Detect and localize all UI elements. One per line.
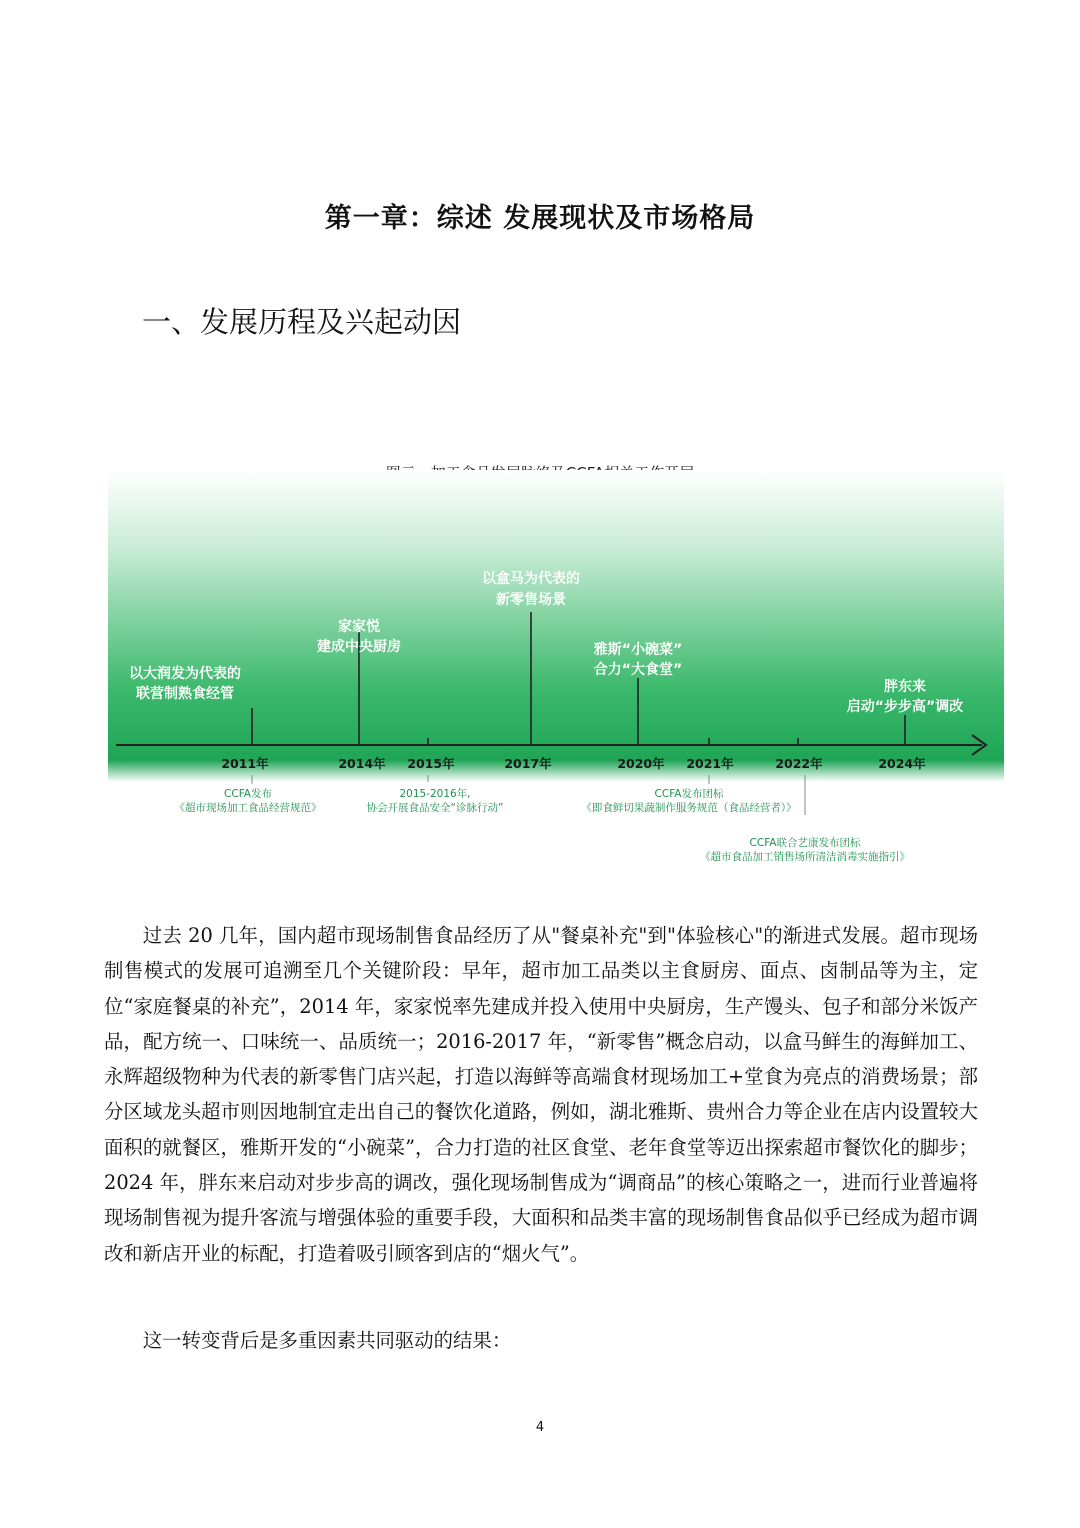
year-label: 2011年 bbox=[221, 756, 269, 771]
note-label: CCFA联合艺康发布团标 bbox=[749, 837, 861, 849]
body-paragraph: 这一转变背后是多重因素共同驱动的结果： bbox=[142, 1329, 512, 1352]
event-label: 雅斯“小碗菜” bbox=[593, 642, 683, 658]
year-label: 2022年 bbox=[775, 756, 823, 771]
note-label: 2015-2016年, bbox=[399, 788, 471, 800]
event-label: 启动“步步高”调改 bbox=[846, 699, 964, 715]
year-label: 2014年 bbox=[338, 756, 386, 771]
event-label: 新零售场景 bbox=[496, 592, 566, 608]
event-label: 以盒马为代表的 bbox=[482, 571, 580, 587]
event-label: 胖东来 bbox=[884, 679, 926, 695]
section-title: 一、发展历程及兴起动因 bbox=[142, 305, 462, 339]
note-label: 协会开展食品安全“诊脉行动” bbox=[366, 802, 504, 814]
page-number: 4 bbox=[535, 1420, 545, 1435]
year-label: 2024年 bbox=[878, 756, 926, 771]
note-label: 《超市现场加工食品经营规范》 bbox=[174, 802, 322, 814]
year-label: 2021年 bbox=[686, 756, 734, 771]
body-paragraph: 过去 20 几年，国内超市现场制售食品经历了从"餐桌补充"到"体验核心"的渐进式发展。超市现场制售模式的发展可追溯至几个关键阶段：早年，超市加工品类以主食厨房、面点、卤制品等为主，定位“家庭餐桌的补充”，2014 年，家家悦率先建成并投入使用中央厨房，生产馒头、包子和部分米饭产品，配方统一、口味统一、品质统一；2016-2017 年，“新零售”概念启动，以盒马鲜生的海鲜加工、永辉超级物种为代表的新零售门店兴起，打造以海鲜等高端食材现场加工+堂食为亮点的消费场景；部分区域龙头超市则因地制宜走出自己的餐饮化道路，例如，湖北雅斯、贵州合力等企业在店内设置较大面积的就餐区，雅斯开发的“小碗菜”，合力打造的社区食堂、老年食堂等迈出探索超市餐饮化的脚步；2024 年，胖东来启动对步步高的调改，强化现场制售成为“调商品”的核心策略之一，进而行业普遍将现场制售视为提升客流与增强体验的重要手段，大面积和品类丰富的现场制售食品似乎已经成为超市调改和新店开业的标配，打造着吸引顾客到店的“烟火气”。 bbox=[104, 924, 978, 1265]
event-label: 合力“大食堂” bbox=[593, 662, 683, 678]
note-label: 《即食鲜切果蔬制作服务规范（食品经营者）》 bbox=[581, 802, 797, 814]
note-label: 《超市食品加工销售场所清洁消毒实施指引》 bbox=[700, 851, 910, 863]
event-label: 以大润发为代表的 bbox=[129, 666, 241, 682]
timeline-figure bbox=[108, 470, 1004, 870]
event-label: 联营制熟食经管 bbox=[136, 686, 234, 702]
year-label: 2017年 bbox=[504, 756, 552, 771]
event-label: 建成中央厨房 bbox=[317, 639, 401, 655]
year-label: 2015年 bbox=[407, 756, 455, 771]
note-label: CCFA发布 bbox=[224, 788, 272, 800]
note-label: CCFA发布团标 bbox=[654, 788, 724, 800]
year-label: 2020年 bbox=[617, 756, 665, 771]
chapter-title: 第一章：综述 发展现状及市场格局 bbox=[324, 203, 756, 234]
event-label: 家家悦 bbox=[338, 619, 380, 635]
timeline-background bbox=[108, 470, 1004, 782]
timeline-svg bbox=[108, 470, 1004, 870]
